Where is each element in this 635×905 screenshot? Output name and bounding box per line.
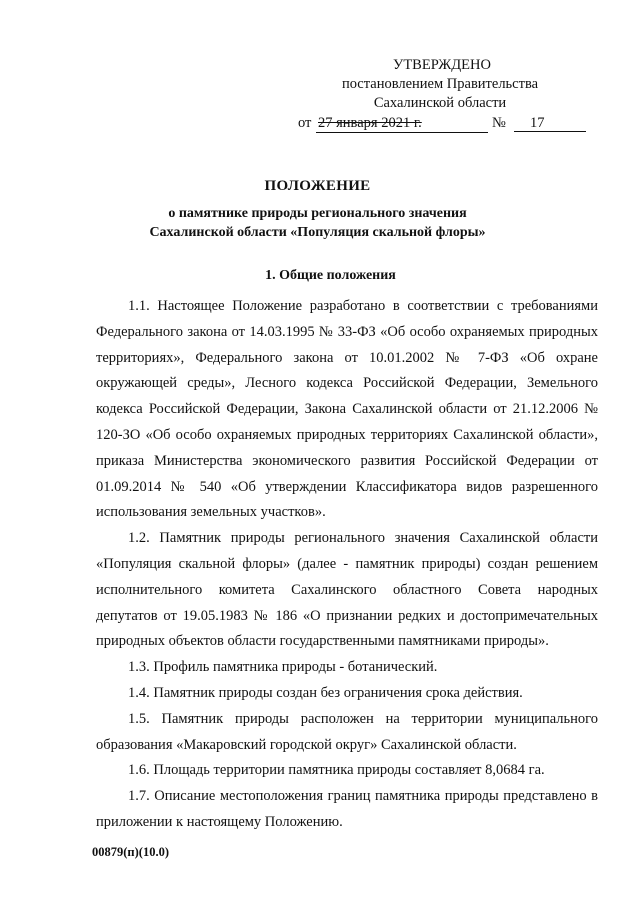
approval-line-region: Сахалинской области (373, 95, 507, 111)
approval-heading: УТВЕРЖДЕНО (393, 57, 491, 73)
date-prefix-label: от (298, 115, 312, 131)
approval-date: 27 января 2021 г. (316, 114, 488, 133)
document-code: 00879(п)(10.0) (92, 845, 169, 859)
subtitle-line-2: Сахалинской области «Популяция скальной флоры» (149, 225, 486, 240)
subtitle-line-1: о памятнике природы регионального значения (168, 206, 467, 221)
approval-date-line (290, 114, 590, 134)
paragraph-1-6: 1.6. Площадь территории памятника природы составляет 8,0684 га. (128, 762, 545, 779)
approval-stamp-block (290, 56, 590, 131)
paragraph-1-4: 1.4. Памятник природы создан без ограничения срока действия. (128, 684, 523, 701)
paragraph-1-2: 1.2. Памятник природы регионального значения Сахалинской области «Популяция скальной флоры» (далее - памятник природы) создан решением исполнительного комитета Сахалинского областного Совета народных депутатов от 19.05.1983 № 186 «О признании редких и достопримечательных природных объектов области государственными памятниками природы». (96, 530, 598, 650)
paragraph-1-7: 1.7. Описание местоположения границ памятника природы представлено в приложении к настоящему Положению. (96, 788, 598, 830)
approval-number: 17 (514, 114, 586, 132)
document-title: ПОЛОЖЕНИЕ (264, 178, 371, 194)
document-subtitle (0, 204, 635, 242)
document-body (96, 294, 598, 836)
paragraph-1-5: 1.5. Памятник природы расположен на территории муниципального образования «Макаровский городской округ» Сахалинской области. (96, 710, 598, 753)
approval-line-resolution: постановлением Правительства (341, 76, 539, 92)
paragraph-1-1: 1.1. Настоящее Положение разработано в соответствии с требованиями Федерального закона от 14.03.1995 № 33-ФЗ «Об особо охраняемых природных территориях», Федерального закона от 10.01.2002 № 7-ФЗ «Об охране окружающей среды», Лесного кодекса Российской Федерации, Земельного кодекса Российской Федерации, Закона Сахалинской области от 21.12.2006 № 120-ЗО «Об особо охраняемых природных территориях Сахалинской области», приказа Министерства экономического развития Российской Федерации от 01.09.2014 № 540 «Об утверждении Классификатора видов разрешенного использования земельных участков». (96, 298, 598, 521)
paragraph-1-3: 1.3. Профиль памятника природы - ботанический. (128, 659, 438, 676)
number-sign-label: № (492, 115, 506, 131)
section-heading: 1. Общие положения (265, 268, 396, 283)
